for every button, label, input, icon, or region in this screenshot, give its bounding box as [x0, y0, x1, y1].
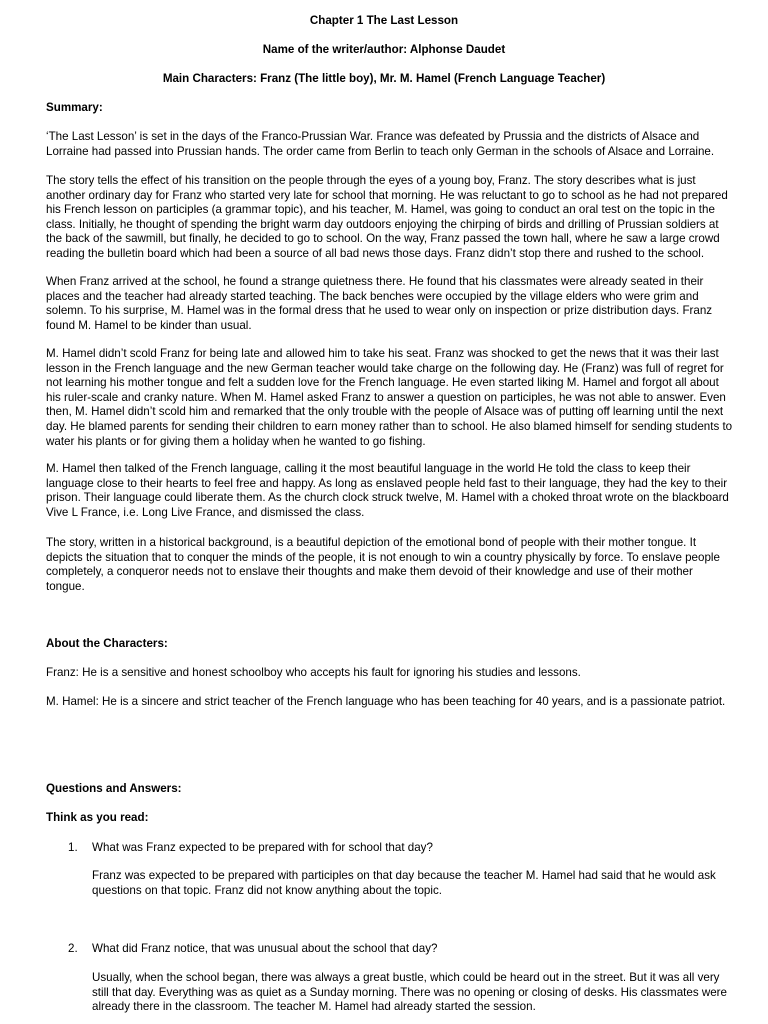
- summary-paragraph: M. Hamel didn’t scold Franz for being late and allowed him to take his seat. Franz was shocked to get the news that it was their last lesson in the French language and the new German teacher would take charge on the following day. He (Franz) was full of regret for not learning his mother tongue and felt a sudden love for the French language. He even started liking M. Hamel and forgot all about his ruler-scale and cranky nature. When M. Hamel asked Franz to answer a question on participles, he was not able to answer. Even then, M. Hamel didn’t scold him and remarked that the only trouble with the people of Alsace was of putting off learning until the next day. He blamed parents for sending their children to earn money rather than to school. He also blamed himself for sending students to water his plants or for giving them a holiday when he wanted to go fishing.: [46, 347, 733, 448]
- main-characters-line: Main Characters: Franz (The little boy), Mr. M. Hamel (French Language Teacher): [162, 72, 606, 85]
- characters-heading: About the Characters:: [46, 637, 168, 650]
- answer-text: Franz was expected to be prepared with participles on that day because the teacher M. Hamel had said that he would ask questions on that topic. Franz did not know anything about the topic.: [92, 869, 716, 897]
- think-as-you-read-heading: Think as you read:: [46, 811, 149, 824]
- author-line: Name of the writer/author: Alphonse Daudet: [262, 43, 506, 56]
- question-number: 1.: [68, 841, 78, 854]
- summary-paragraph: The story tells the effect of his transition on the people through the eyes of a young boy, Franz. The story describes what is just another ordinary day for Franz who started very late for school that morning. He was reluctant to go to school as he had not prepared his French lesson on participles (a grammar topic), and his teacher, M. Hamel, was going to conduct an oral test on the topic in the class. Initially, he thought of spending the bright warm day outdoors enjoying the chirping of birds and drilling of Prussian soldiers at the back of the sawmill, but finally, he decided to go to school. On the way, Franz passed the town hall, where he saw a large crowd reading the bulletin board which had been a source of all bad news those days. Franz didn’t stop there and rushed to the school.: [46, 174, 728, 260]
- question-number: 2.: [68, 942, 78, 955]
- summary-heading: Summary:: [46, 101, 103, 114]
- question-text: What was Franz expected to be prepared with for school that day?: [92, 841, 433, 854]
- chapter-title: Chapter 1 The Last Lesson: [309, 14, 459, 27]
- summary-paragraph: The story, written in a historical background, is a beautiful depiction of the emotional bond of people with their mother tongue. It depicts the situation that to conquer the minds of the people, it is not enough to win a country physically by force. To enslave people completely, a conqueror needs not to enslave their thoughts and make them devoid of their knowledge and use of their mother tongue.: [46, 536, 720, 593]
- character-franz: Franz: He is a sensitive and honest schoolboy who accepts his fault for ignoring his studies and lessons.: [46, 666, 581, 679]
- character-hamel: M. Hamel: He is a sincere and strict teacher of the French language who has been teaching for 40 years, and is a passionate patriot.: [46, 695, 726, 708]
- questions-heading: Questions and Answers:: [46, 782, 182, 795]
- summary-paragraph: When Franz arrived at the school, he found a strange quietness there. He found that his classmates were already seated in their places and the teacher had already started teaching. The back benches were occupied by the village elders who were grim and solemn. To his surprise, M. Hamel was in the formal dress that he used to wear only on inspection or prize distribution days. Franz found M. Hamel to be kinder than usual.: [46, 275, 713, 332]
- summary-paragraph: ‘The Last Lesson’ is set in the days of the Franco-Prussian War. France was defeated by Prussia and the districts of Alsace and Lorraine had passed into Prussian hands. The order came from Berlin to teach only German in the schools of Alsace and Lorraine.: [46, 130, 715, 158]
- summary-paragraph: M. Hamel then talked of the French language, calling it the most beautiful language in the world He told the class to keep their language close to their hearts to feel free and happy. As long as enslaved people held fast to their language, they had the key to their prison. Their language could liberate them. As the church clock struck twelve, M. Hamel with a choked throat wrote on the blackboard Vive L France, i.e. Long Live France, and dismissed the class.: [46, 462, 729, 519]
- answer-text: Usually, when the school began, there was always a great bustle, which could be heard out in the street. But it was all very still that day. Everything was as quiet as a Sunday morning. There was no opening or closing of desks. His classmates were already there in the classroom. The teacher M. Hamel had already started the session.: [92, 971, 727, 1014]
- question-text: What did Franz notice, that was unusual about the school that day?: [92, 942, 438, 955]
